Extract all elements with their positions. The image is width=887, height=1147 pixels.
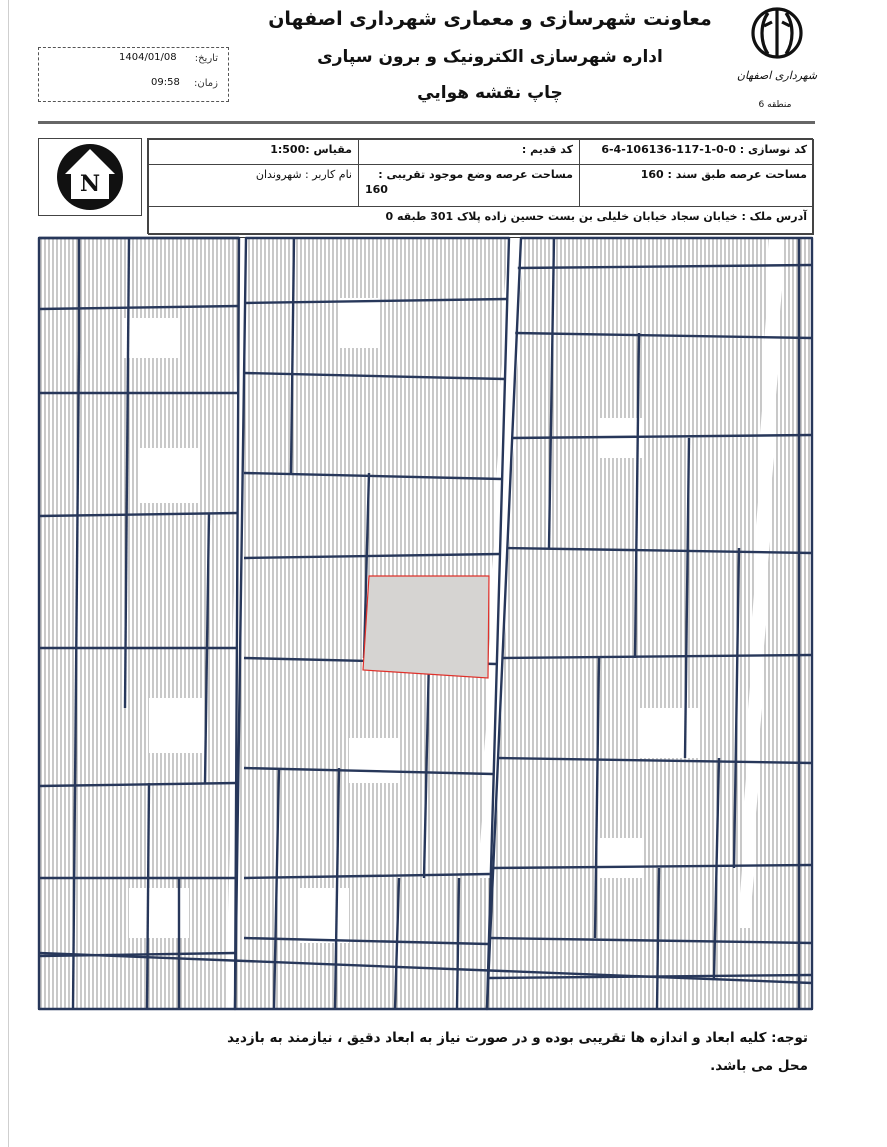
north-arrow-box — [38, 138, 142, 216]
subject-parcel — [363, 576, 489, 678]
header-divider — [38, 121, 815, 124]
scale: مقیاس :1:500 — [148, 139, 359, 165]
north-arrow-icon — [39, 139, 141, 215]
area-deed: مساحت عرصه طبق سند : 160 — [579, 164, 814, 207]
date-label: تاریخ: — [194, 53, 218, 64]
date-time-box — [38, 47, 229, 102]
date-value: 1404/01/08 — [119, 52, 177, 63]
courtyard — [349, 738, 399, 783]
property-info-table — [147, 138, 813, 234]
courtyard — [639, 708, 699, 758]
disclaimer-note: توجه: کلیه ابعاد و اندازه ها تقریبی بوده و در صورت نیاز به ابعاد دقیق ، نیازمند به بازدید محل می باشد. — [227, 1030, 808, 1074]
area-existing-value: 160 — [365, 183, 388, 196]
area-existing — [358, 164, 580, 207]
parcel-map-canvas — [39, 238, 812, 1009]
username: نام کاربر : شهروندان — [148, 164, 359, 207]
north-letter: N — [79, 171, 101, 197]
courtyard — [339, 298, 379, 348]
svg-text:شهرداری اصفهان: شهرداری اصفهان — [736, 69, 818, 82]
courtyard — [139, 448, 199, 503]
region-label: منطقه 6 — [758, 100, 792, 110]
courtyard — [149, 698, 204, 753]
header-title-1: معاونت شهرسازی و معماری شهرداری اصفهان — [268, 8, 712, 30]
time-label: زمان: — [194, 78, 218, 89]
address: آدرس ملک : خیابان سجاد خیابان خلیلی بن بست حسین زاده پلاک 301 طبقه 0 — [148, 206, 814, 235]
page-left-border — [8, 0, 9, 1147]
time-value: 09:58 — [151, 77, 180, 88]
isfahan-municipality-logo — [736, 4, 818, 114]
header-title-2: اداره شهرسازی الکترونیک و برون سپاری — [317, 47, 663, 67]
new-code: کد نوسازی : 0-0-1-117-106136-4-6 — [579, 139, 814, 165]
courtyard — [599, 838, 644, 878]
aerial-parcel-map — [38, 237, 813, 1010]
old-code: کد قدیم : — [358, 139, 580, 165]
area-existing-label: مساحت عرصه وضع موجود تقریبی : — [378, 168, 573, 181]
courtyard — [124, 318, 179, 358]
courtyard — [299, 888, 349, 943]
header-title-3: چاپ نقشه هوايي — [417, 83, 563, 103]
